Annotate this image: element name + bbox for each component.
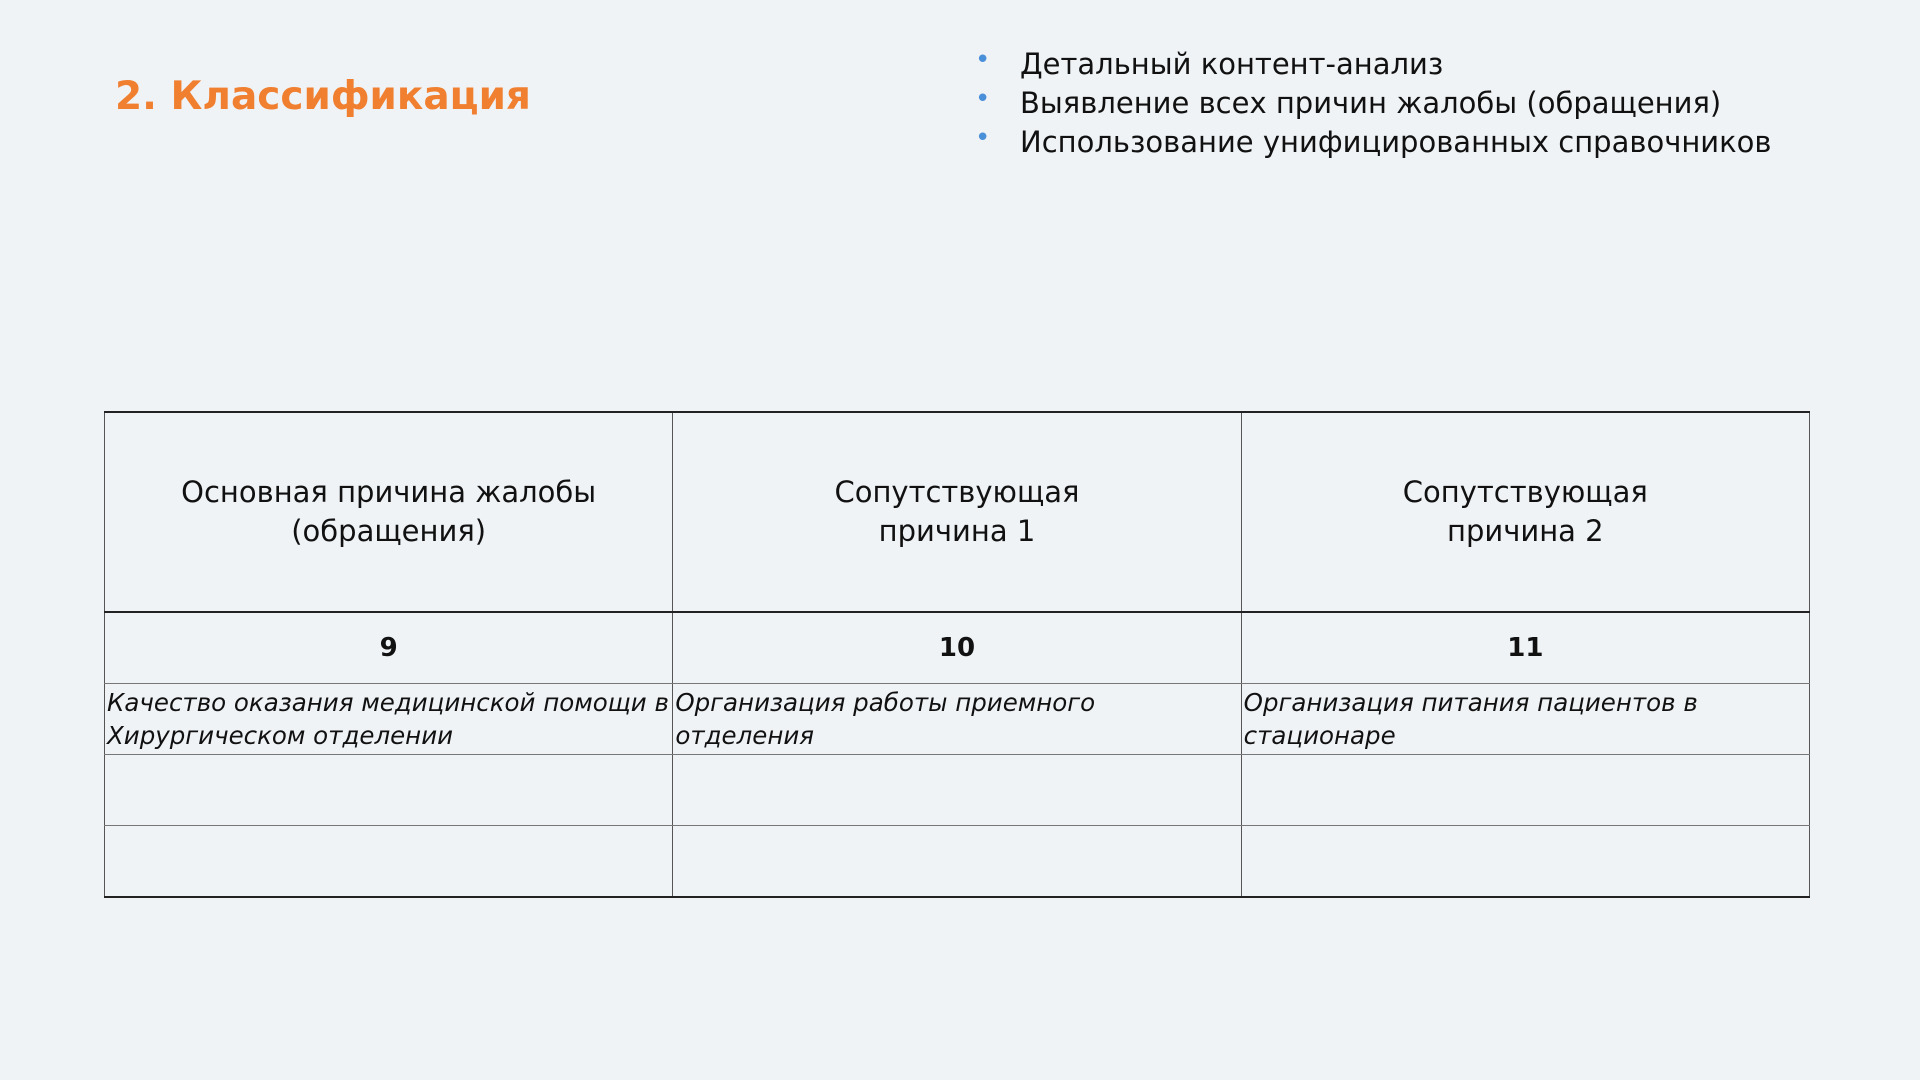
column-number: 9	[105, 612, 673, 684]
column-number-row	[105, 612, 1810, 684]
table-cell	[673, 826, 1241, 898]
header-related-cause-1	[673, 412, 1241, 612]
header-related-cause-2-label: Сопутствующая причина 2	[1402, 475, 1648, 548]
bullet-list	[975, 45, 1771, 162]
slide-title: 2. Классификация	[115, 74, 531, 119]
table-cell	[1241, 755, 1809, 826]
table-row	[105, 755, 1810, 826]
table-cell	[105, 826, 673, 898]
table-cell: Качество оказания медицинской помощи в Хирургическом отделении	[105, 684, 673, 755]
header-related-cause-2	[1241, 412, 1809, 612]
bullet-item	[975, 84, 1771, 123]
table-row	[105, 826, 1810, 898]
classification-table	[104, 411, 1810, 898]
table-cell	[105, 755, 673, 826]
header-main-cause	[105, 412, 673, 612]
table-cell	[673, 755, 1241, 826]
column-number: 10	[673, 612, 1241, 684]
bullet-text: Выявление всех причин жалобы (обращения)	[1020, 86, 1722, 120]
table-row	[105, 684, 1810, 755]
table-cell: Организация питания пациентов в стационаре	[1241, 684, 1809, 755]
table-cell: Организация работы приемного отделения	[673, 684, 1241, 755]
bullet-text: Использование унифицированных справочников	[1020, 125, 1772, 159]
bullet-item	[975, 45, 1771, 84]
table-header-row	[105, 412, 1810, 612]
bullet-text: Детальный контент-анализ	[1020, 47, 1444, 81]
bullet-item	[975, 123, 1771, 162]
table-cell	[1241, 826, 1809, 898]
header-main-cause-label: Основная причина жалобы (обращения)	[181, 475, 597, 548]
bullet-dot-icon: •	[975, 45, 991, 75]
bullet-dot-icon: •	[975, 84, 991, 114]
bullet-dot-icon: •	[975, 123, 991, 153]
header-related-cause-1-label: Сопутствующая причина 1	[834, 475, 1080, 548]
column-number: 11	[1241, 612, 1809, 684]
